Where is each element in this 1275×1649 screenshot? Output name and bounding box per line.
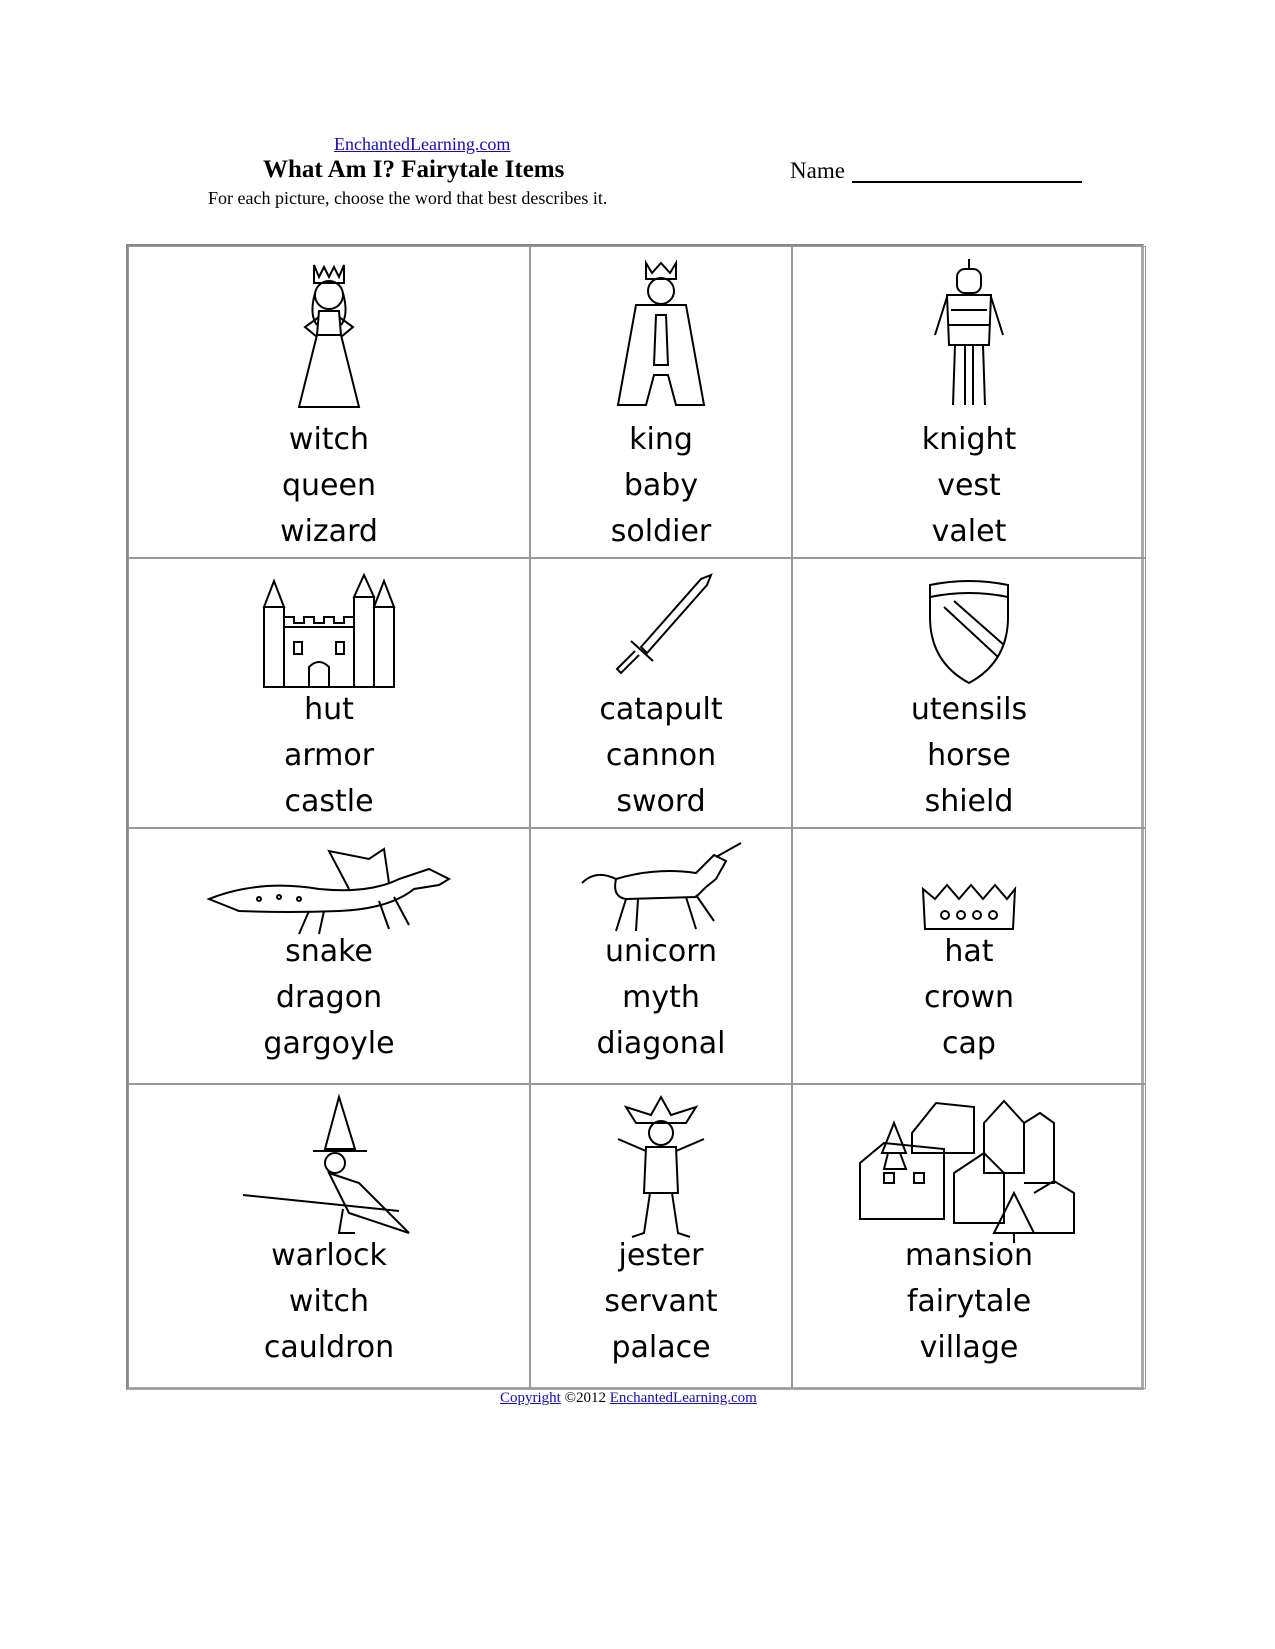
choice-word[interactable]: warlock [271,1238,387,1273]
worksheet-grid [126,244,1144,1390]
cell-castle [128,558,530,828]
jester-icon [531,1093,791,1243]
footer [500,1390,757,1407]
cell-dragon [128,828,530,1084]
name-label: Name [790,158,845,183]
shield-icon [793,577,1145,687]
choice-word[interactable]: palace [611,1330,711,1365]
cell-king [530,246,792,558]
choice-word[interactable]: queen [282,468,376,503]
choice-word[interactable]: valet [931,514,1007,549]
choice-word[interactable]: witch [288,422,370,457]
choice-word[interactable]: witch [288,1284,370,1319]
choice-word[interactable]: horse [927,738,1011,773]
knight-icon [793,255,1145,415]
dragon-icon [129,839,529,939]
cell-knight [792,246,1146,558]
cell-witch [128,1084,530,1389]
choice-word[interactable]: shield [924,784,1014,819]
cell-crown [792,828,1146,1084]
copyright-link[interactable]: Copyright [500,1390,561,1406]
choice-word[interactable]: hut [304,692,354,727]
castle-icon [129,567,529,697]
witch-on-broom-icon [129,1093,529,1243]
choice-word[interactable]: diagonal [596,1026,726,1061]
cell-village [792,1084,1146,1389]
instructions: For each picture, choose the word that best describes it. [208,188,608,208]
village-icon [793,1093,1145,1243]
page-title: What Am I? Fairytale Items [263,156,565,183]
footer-site-link[interactable]: EnchantedLearning.com [609,1390,757,1406]
choice-word[interactable]: sword [616,784,706,819]
sword-icon [531,567,791,687]
choice-word[interactable]: utensils [910,692,1028,727]
choice-word[interactable]: snake [285,934,373,969]
cell-sword [530,558,792,828]
choice-word[interactable]: soldier [610,514,712,549]
choice-word[interactable]: castle [284,784,374,819]
cell-queen [128,246,530,558]
choice-word[interactable]: unicorn [604,934,718,969]
choice-word[interactable]: servant [604,1284,718,1319]
unicorn-icon [531,839,791,939]
choice-word[interactable]: baby [623,468,699,503]
choice-word[interactable]: wizard [280,514,378,549]
choice-word[interactable]: cap [942,1026,996,1061]
king-icon [531,255,791,415]
choice-word[interactable]: hat [944,934,994,969]
choice-word[interactable]: jester [618,1238,704,1273]
name-blank-line [852,181,1082,183]
choice-word[interactable]: fairytale [906,1284,1032,1319]
choice-word[interactable]: myth [622,980,700,1015]
choice-word[interactable]: vest [937,468,1001,503]
queen-icon [129,255,529,415]
choice-word[interactable]: king [629,422,693,457]
choice-word[interactable]: dragon [275,980,383,1015]
choice-word[interactable]: cannon [605,738,717,773]
choice-word[interactable]: knight [921,422,1017,457]
choice-word[interactable]: crown [923,980,1015,1015]
cell-unicorn [530,828,792,1084]
choice-word[interactable]: catapult [599,692,723,727]
choice-word[interactable]: gargoyle [263,1026,395,1061]
choice-word[interactable]: village [919,1330,1019,1365]
choice-word[interactable]: armor [283,738,375,773]
cell-shield [792,558,1146,828]
choice-word[interactable]: mansion [905,1238,1033,1273]
site-link[interactable]: EnchantedLearning.com [334,134,511,154]
choice-word[interactable]: cauldron [263,1330,395,1365]
copyright-year: ©2012 [564,1390,606,1406]
cell-jester [530,1084,792,1389]
